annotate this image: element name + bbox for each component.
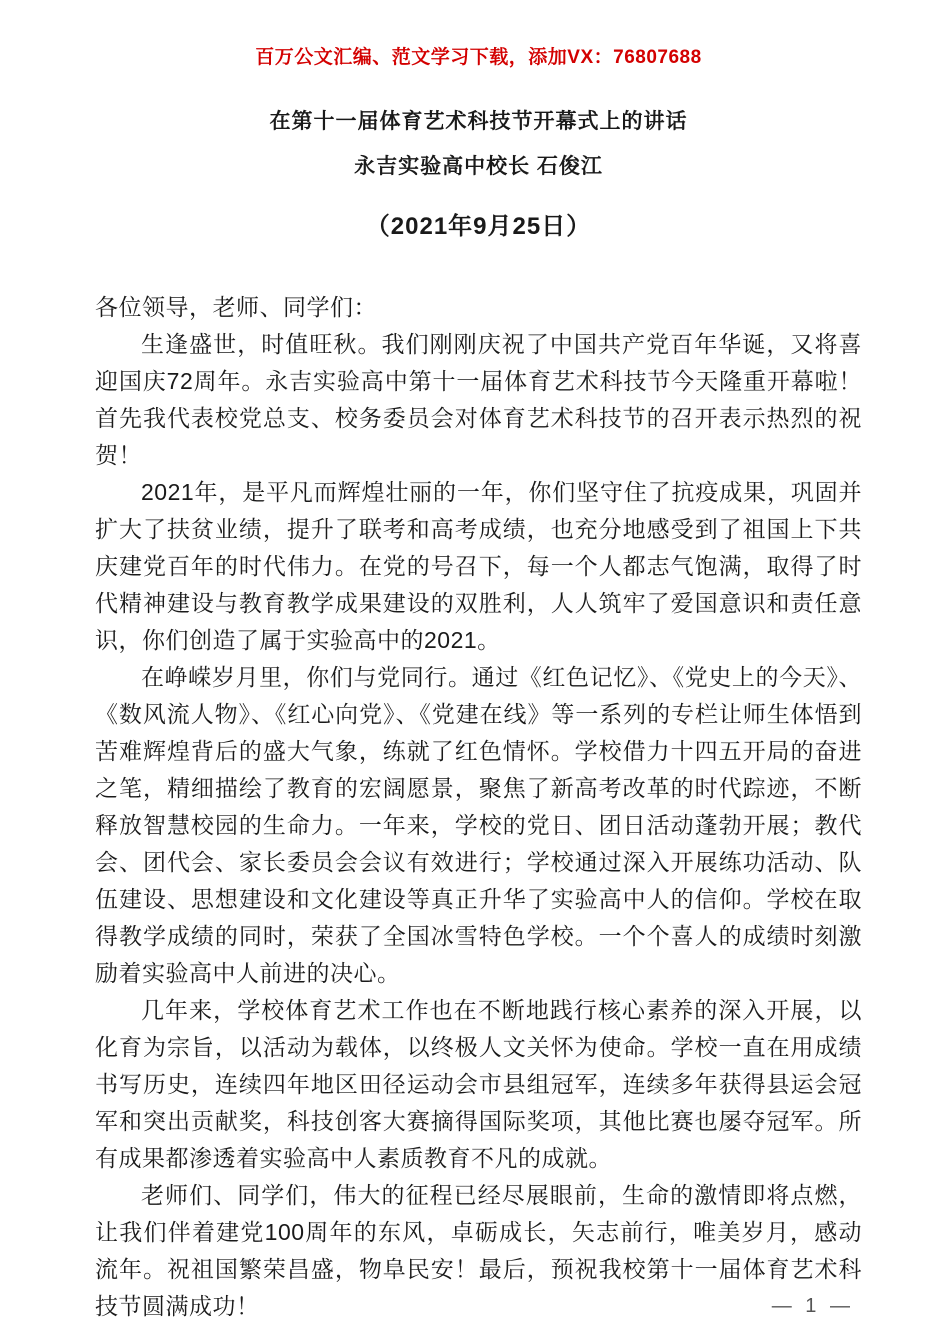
paragraph-2: 2021年，是平凡而辉煌壮丽的一年，你们坚守住了抗疫成果，巩固并扩大了扶贫业绩，提升了联考和高考成绩，也充分地感受到了祖国上下共庆建党百年的时代伟力。在党的号召下，每一个人都志气饱满，取得了时代精神建设与教育教学成果建设的双胜利，人人筑牢了爱国意识和责任意识，你们创造了属于实验高中的2021。 bbox=[95, 479, 862, 653]
paragraph-4: 几年来，学校体育艺术工作也在不断地践行核心素养的深入开展，以化育为宗旨，以活动为载体，以终极人文关怀为使命。学校一直在用成绩书写历史，连续四年地区田径运动会市县组冠军，连续多年获得县运会冠军和突出贡献奖，科技创客大赛摘得国际奖项，其他比赛也屡夺冠军。所有成果都渗透着实验高中人素质教育不凡的成就。 bbox=[95, 997, 862, 1171]
paragraph-3: 在峥嵘岁月里，你们与党同行。通过《红色记忆》、《党史上的今天》、《数风流人物》、《红心向党》、《党建在线》等一系列的专栏让师生体悟到苦难辉煌背后的盛大气象，练就了红色情怀。学校借力十四五开局的奋进之笔，精细描绘了教育的宏阔愿景，聚焦了新高考改革的时代踪迹，不断释放智慧校园的生命力。一年来，学校的党日、团日活动蓬勃开展；教代会、团代会、家长委员会会议有效进行；学校通过深入开展练功活动、队伍建设、思想建设和文化建设等真正升华了实验高中人的信仰。学校在取得教学成绩的同时，荣获了全国冰雪特色学校。一个个喜人的成绩时刻激励着实验高中人前进的决心。 bbox=[95, 664, 862, 986]
paragraph-5: 老师们、同学们，伟大的征程已经尽展眼前，生命的激情即将点燃，让我们伴着建党100周年的东风，卓砺成长，矢志前行，唯美岁月，感动流年。祝祖国繁荣昌盛，物阜民安！最后，预祝我校第十一届体育艺术科技节圆满成功！ bbox=[95, 1182, 862, 1319]
paragraph-1: 生逢盛世，时值旺秋。我们刚刚庆祝了中国共产党百年华诞，又将喜迎国庆72周年。永吉实验高中第十一届体育艺术科技节今天隆重开幕啦！首先我代表校党总支、校务委员会对体育艺术科技节的召开表示热烈的祝贺！ bbox=[95, 331, 862, 468]
document-title: 在第十一届体育艺术科技节开幕式上的讲话 bbox=[269, 110, 688, 133]
page-number: — 1 — bbox=[771, 1295, 854, 1317]
document-speaker: 永吉实验高中校长 石俊江 bbox=[354, 155, 603, 178]
salutation-line: 各位领导，老师、同学们： bbox=[95, 294, 377, 320]
document-body bbox=[95, 289, 862, 1325]
promo-header-text: 百万公文汇编、范文学习下载，添加VX：76807688 bbox=[255, 47, 702, 68]
document-date: （2021年9月25日） bbox=[365, 213, 592, 240]
